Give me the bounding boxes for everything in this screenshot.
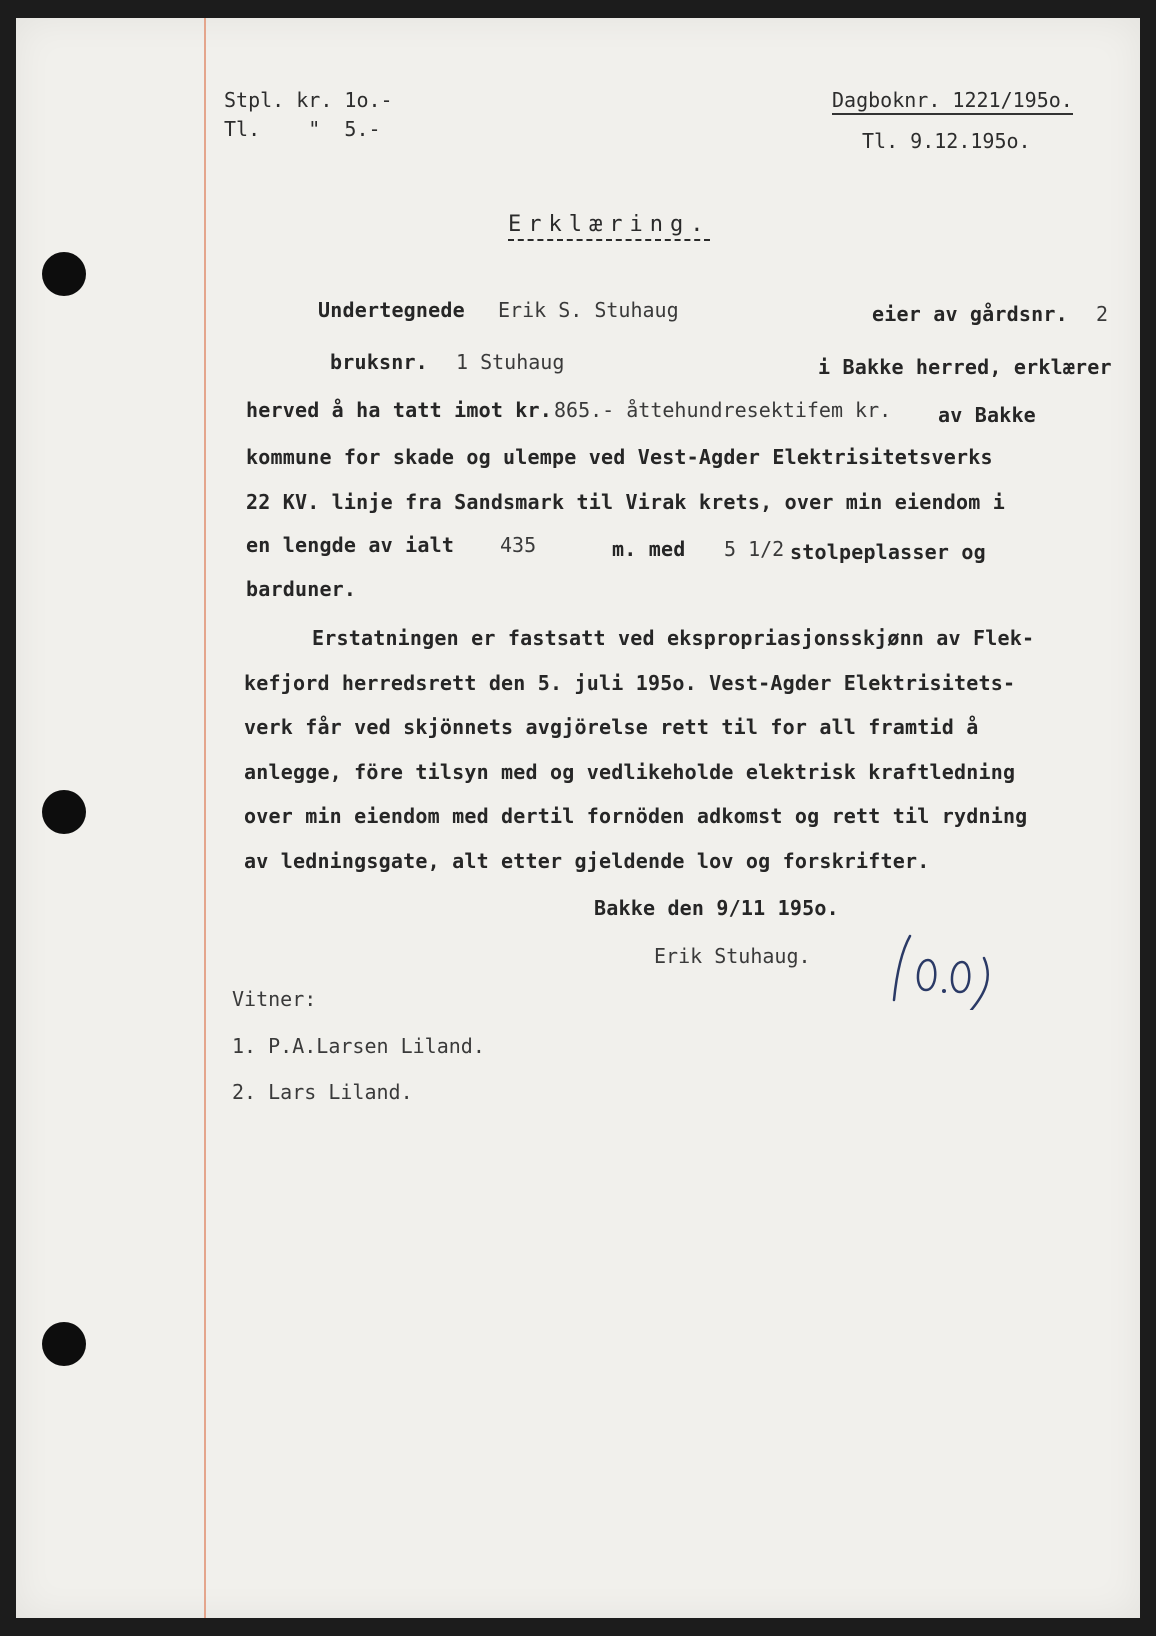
body-line6-end: stolpeplasser og [790, 540, 986, 564]
body-undertegnede: Undertegnede [318, 298, 465, 322]
body-line6-start: en lengde av ialt [246, 533, 455, 557]
witnesses-label: Vitner: [232, 987, 317, 1011]
body-line6-mid: m. med [612, 537, 686, 561]
body-line7: barduner. [246, 577, 357, 601]
body-para2-line6: av ledningsgate, alt etter gjeldende lov og forskrifter. [244, 849, 930, 873]
body-gardsnr-value: 2 [1096, 302, 1109, 326]
body-para2-line1: Erstatningen er fastsatt ved ekspropriasjonsskjønn av Flek- [312, 626, 1035, 650]
place-date: Bakke den 9/11 195o. [594, 896, 839, 920]
body-bruksnr-value: 1 Stuhaug [456, 350, 565, 374]
body-owner-name: Erik S. Stuhaug [498, 298, 679, 322]
tl-fee: Tl. " 5.- [224, 117, 381, 141]
stamp-fee: Stpl. kr. 1o.- [224, 88, 393, 112]
signature-name: Erik Stuhaug. [654, 944, 811, 968]
body-line4: kommune for skade og ulempe ved Vest-Agder Elektrisitetsverks [246, 445, 993, 469]
body-para2-line4: anlegge, före tilsyn med og vedlikeholde elektrisk kraftledning [244, 760, 1016, 784]
body-length: 435 [500, 533, 537, 557]
body-bruksnr-label: bruksnr. [330, 350, 428, 374]
body-line3-end: av Bakke [938, 403, 1036, 427]
punch-hole [42, 1322, 86, 1366]
body-herred: i Bakke herred, erklærer [818, 355, 1112, 379]
margin-line [204, 18, 206, 1618]
body-para2-line2: kefjord herredsrett den 5. juli 195o. Vest-Agder Elektrisitets- [244, 671, 1016, 695]
body-pole-count: 5 1/2 [724, 537, 785, 561]
punch-hole [42, 790, 86, 834]
document-title: Erklæring. [508, 212, 710, 241]
handwritten-mark [892, 930, 1002, 1010]
witness-1: 1. P.A.Larsen Liland. [232, 1034, 485, 1058]
body-gardsnr-label: eier av gårdsnr. [872, 302, 1068, 326]
punch-hole [42, 252, 86, 296]
body-line3: herved å ha tatt imot kr. [246, 398, 553, 422]
body-line5: 22 KV. linje fra Sandsmark til Virak krets, over min eiendom i [246, 490, 1005, 514]
body-para2-line3: verk får ved skjönnets avgjörelse rett til for all framtid å [244, 715, 979, 739]
body-amount: 865.- åttehundresektifem kr. [554, 398, 892, 422]
body-para2-line5: over min eiendom med dertil fornöden adkomst og rett til rydning [244, 804, 1028, 828]
witness-2: 2. Lars Liland. [232, 1080, 413, 1104]
tl-date: Tl. 9.12.195o. [862, 129, 1031, 153]
dagbok-number: Dagboknr. 1221/195o. [832, 88, 1073, 115]
